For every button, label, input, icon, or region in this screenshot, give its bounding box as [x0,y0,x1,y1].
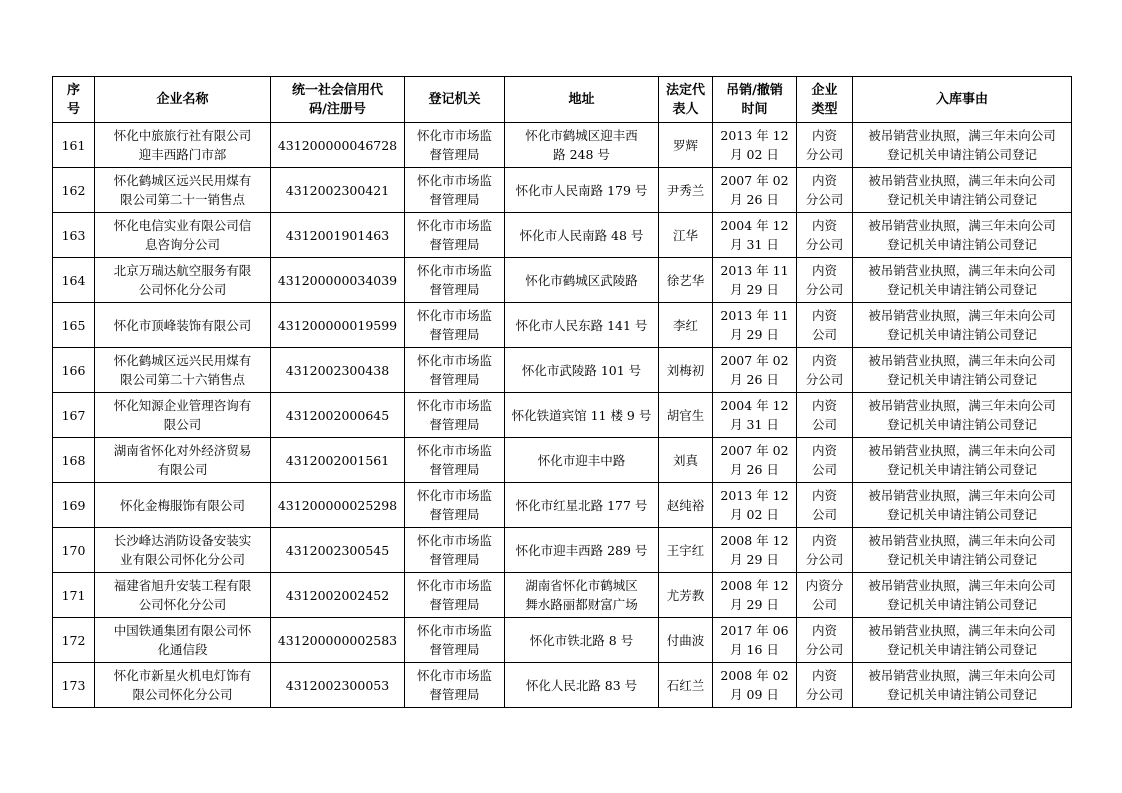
reason-cell [853,528,1072,573]
revoked-enterprise-table [52,76,1072,708]
company-name-cell [95,438,271,483]
credit-code-cell-text: 431200000019599 [277,317,398,333]
legal-representative-cell-text: 付曲波 [666,632,705,648]
revocation-date-cell-text: 2013 年 11 月 29 日 [720,263,789,297]
registration-authority-cell-text: 怀化市市场监 督管理局 [416,668,492,702]
company-type-cell-text: 内资 分公司 [805,128,844,162]
company-type-cell-text: 内资 分公司 [805,263,844,297]
table-row [53,213,1072,258]
address-cell [505,393,659,438]
header-reason: 入库事由 [853,77,1072,123]
company-type-cell [797,528,853,573]
company-name-cell-text: 怀化电信实业有限公司信 息咨询分公司 [113,218,252,252]
table-body [53,123,1072,708]
company-name-cell [95,393,271,438]
revocation-date-cell [713,663,797,708]
address-cell-text: 怀化市迎丰西路 289 号 [515,542,648,558]
address-cell-text: 怀化市人民南路 48 号 [519,227,644,243]
company-type-cell-text: 内资 分公司 [805,623,844,657]
revocation-date-cell-text: 2007 年 02 月 26 日 [720,443,789,477]
company-name-cell [95,168,271,213]
reason-cell [853,303,1072,348]
index-cell [53,213,95,258]
registration-authority-cell [405,438,505,483]
table-row [53,483,1072,528]
company-type-cell-text: 内资 公司 [811,443,837,477]
index-cell-text: 169 [61,497,86,513]
revocation-date-cell [713,258,797,303]
index-cell-text: 172 [61,632,86,648]
company-type-cell [797,573,853,618]
reason-cell-text: 被吊销营业执照，满三年未向公司 登记机关申请注销公司登记 [868,578,1056,612]
index-cell-text: 165 [61,317,86,333]
index-cell-text: 163 [61,227,86,243]
index-cell [53,483,95,528]
registration-authority-cell [405,663,505,708]
index-cell-text: 166 [61,362,86,378]
reason-cell [853,168,1072,213]
table-row [53,663,1072,708]
address-cell-text: 怀化市人民东路 141 号 [515,317,648,333]
address-cell-text: 怀化市鹤城区武陵路 [525,272,638,288]
legal-representative-cell-text: 胡官生 [666,407,705,423]
registration-authority-cell-text: 怀化市市场监 督管理局 [416,578,492,612]
address-cell [505,573,659,618]
index-cell [53,168,95,213]
registration-authority-cell [405,618,505,663]
address-cell-text: 湖南省怀化市鹤城区 舞水路丽都财富广场 [525,578,638,612]
address-cell [505,618,659,663]
company-name-cell-text: 怀化中旅旅行社有限公司 迎丰西路门市部 [113,128,252,162]
credit-code-cell [271,258,405,303]
reason-cell [853,123,1072,168]
address-cell [505,438,659,483]
credit-code-cell [271,213,405,258]
index-cell [53,438,95,483]
registration-authority-cell-text: 怀化市市场监 督管理局 [416,398,492,432]
legal-representative-cell-text: 石红兰 [666,677,705,693]
legal-representative-cell-text: 赵纯裕 [666,497,705,513]
credit-code-cell-text: 431200000034039 [277,272,398,288]
header-legal-representative: 法定代 表人 [659,77,713,123]
registration-authority-cell [405,213,505,258]
index-cell-text: 164 [61,272,86,288]
index-cell-text: 167 [61,407,86,423]
company-name-cell-text: 怀化知源企业管理咨询有 限公司 [113,398,252,432]
registration-authority-cell [405,348,505,393]
legal-representative-cell-text: 江华 [672,227,698,243]
credit-code-cell [271,663,405,708]
address-cell-text: 怀化市人民南路 179 号 [515,182,648,198]
revocation-date-cell-text: 2013 年 11 月 29 日 [720,308,789,342]
table-row [53,168,1072,213]
credit-code-cell [271,618,405,663]
credit-code-cell-text: 4312002000645 [285,407,390,423]
registration-authority-cell [405,483,505,528]
reason-cell [853,663,1072,708]
table-row [53,618,1072,663]
credit-code-cell-text: 4312001901463 [285,227,390,243]
legal-representative-cell [659,483,713,528]
index-cell-text: 171 [61,587,86,603]
reason-cell-text: 被吊销营业执照，满三年未向公司 登记机关申请注销公司登记 [868,173,1056,207]
registration-authority-cell [405,393,505,438]
legal-representative-cell [659,303,713,348]
revocation-date-cell [713,483,797,528]
company-name-cell-text: 怀化金梅服饰有限公司 [119,497,245,513]
revocation-date-cell [713,618,797,663]
registration-authority-cell-text: 怀化市市场监 督管理局 [416,443,492,477]
legal-representative-cell [659,213,713,258]
legal-representative-cell [659,168,713,213]
revocation-date-cell-text: 2008 年 12 月 29 日 [720,578,789,612]
credit-code-cell-text: 4312002300438 [285,362,390,378]
registration-authority-cell [405,573,505,618]
table-row [53,123,1072,168]
table-row [53,303,1072,348]
address-cell [505,258,659,303]
address-cell-text: 怀化市迎丰中路 [537,452,626,468]
reason-cell [853,258,1072,303]
credit-code-cell-text: 4312002300053 [285,677,390,693]
revocation-date-cell-text: 2007 年 02 月 26 日 [720,353,789,387]
company-name-cell-text: 怀化市顶峰装饰有限公司 [113,317,252,333]
reason-cell-text: 被吊销营业执照，满三年未向公司 登记机关申请注销公司登记 [868,668,1056,702]
reason-cell-text: 被吊销营业执照，满三年未向公司 登记机关申请注销公司登记 [868,398,1056,432]
company-name-cell-text: 长沙峰达消防设备安装实 业有限公司怀化分公司 [113,533,252,567]
header-index: 序 号 [53,77,95,123]
company-name-cell [95,123,271,168]
reason-cell [853,573,1072,618]
table-row [53,348,1072,393]
company-type-cell-text: 内资 分公司 [805,533,844,567]
header-company-name: 企业名称 [95,77,271,123]
company-name-cell [95,213,271,258]
registration-authority-cell-text: 怀化市市场监 督管理局 [416,308,492,342]
revocation-date-cell [713,438,797,483]
index-cell-text: 173 [61,677,86,693]
credit-code-cell [271,483,405,528]
credit-code-cell [271,123,405,168]
address-cell [505,168,659,213]
credit-code-cell-text: 4312002001561 [285,452,390,468]
company-name-cell-text: 怀化市新星火机电灯饰有 限公司怀化分公司 [113,668,252,702]
reason-cell [853,213,1072,258]
credit-code-cell-text: 431200000002583 [277,632,398,648]
credit-code-cell-text: 4312002300545 [285,542,390,558]
company-name-cell [95,258,271,303]
header-address: 地址 [505,77,659,123]
legal-representative-cell [659,528,713,573]
address-cell [505,213,659,258]
company-name-cell-text: 怀化鹤城区远兴民用煤有 限公司第二十一销售点 [113,173,252,207]
table-row [53,258,1072,303]
credit-code-cell [271,348,405,393]
company-name-cell-text: 北京万瑞达航空服务有限 公司怀化分公司 [113,263,252,297]
revocation-date-cell-text: 2008 年 02 月 09 日 [720,668,789,702]
table-row [53,573,1072,618]
revocation-date-cell-text: 2013 年 12 月 02 日 [720,128,789,162]
credit-code-cell [271,303,405,348]
company-name-cell-text: 湖南省怀化对外经济贸易 有限公司 [113,443,252,477]
index-cell [53,663,95,708]
revocation-date-cell-text: 2004 年 12 月 31 日 [720,218,789,252]
revocation-date-cell-text: 2008 年 12 月 29 日 [720,533,789,567]
header-registration-authority: 登记机关 [405,77,505,123]
credit-code-cell [271,168,405,213]
address-cell [505,348,659,393]
reason-cell-text: 被吊销营业执照，满三年未向公司 登记机关申请注销公司登记 [868,263,1056,297]
revocation-date-cell [713,393,797,438]
company-type-cell [797,303,853,348]
legal-representative-cell [659,393,713,438]
legal-representative-cell [659,123,713,168]
registration-authority-cell-text: 怀化市市场监 督管理局 [416,263,492,297]
credit-code-cell-text: 4312002002452 [285,587,390,603]
registration-authority-cell-text: 怀化市市场监 督管理局 [416,488,492,522]
revocation-date-cell-text: 2017 年 06 月 16 日 [720,623,789,657]
company-type-cell [797,168,853,213]
address-cell [505,123,659,168]
reason-cell [853,393,1072,438]
index-cell-text: 170 [61,542,86,558]
registration-authority-cell [405,303,505,348]
reason-cell-text: 被吊销营业执照，满三年未向公司 登记机关申请注销公司登记 [868,218,1056,252]
registration-authority-cell-text: 怀化市市场监 督管理局 [416,533,492,567]
company-type-cell [797,258,853,303]
index-cell [53,528,95,573]
reason-cell-text: 被吊销营业执照，满三年未向公司 登记机关申请注销公司登记 [868,353,1056,387]
index-cell [53,258,95,303]
index-cell-text: 162 [61,182,86,198]
index-cell-text: 161 [61,137,86,153]
index-cell-text: 168 [61,452,86,468]
legal-representative-cell [659,573,713,618]
credit-code-cell-text: 4312002300421 [285,182,390,198]
revocation-date-cell [713,573,797,618]
address-cell-text: 怀化市铁北路 8 号 [529,632,634,648]
index-cell [53,348,95,393]
address-cell-text: 怀化市武陵路 101 号 [521,362,642,378]
reason-cell-text: 被吊销营业执照，满三年未向公司 登记机关申请注销公司登记 [868,533,1056,567]
reason-cell-text: 被吊销营业执照，满三年未向公司 登记机关申请注销公司登记 [868,308,1056,342]
revocation-date-cell [713,168,797,213]
revocation-date-cell [713,123,797,168]
revocation-date-cell-text: 2013 年 12 月 02 日 [720,488,789,522]
registration-authority-cell [405,528,505,573]
address-cell-text: 怀化铁道宾馆 11 楼 9 号 [511,407,652,423]
legal-representative-cell-text: 徐艺华 [666,272,705,288]
reason-cell-text: 被吊销营业执照，满三年未向公司 登记机关申请注销公司登记 [868,623,1056,657]
company-type-cell-text: 内资 公司 [811,308,837,342]
table-row [53,528,1072,573]
credit-code-cell [271,573,405,618]
legal-representative-cell-text: 刘真 [672,452,698,468]
credit-code-cell [271,438,405,483]
credit-code-cell-text: 431200000046728 [277,137,398,153]
legal-representative-cell [659,618,713,663]
address-cell-text: 怀化市鹤城区迎丰西 路 248 号 [525,128,638,162]
reason-cell-text: 被吊销营业执照，满三年未向公司 登记机关申请注销公司登记 [868,443,1056,477]
company-type-cell [797,123,853,168]
reason-cell-text: 被吊销营业执照，满三年未向公司 登记机关申请注销公司登记 [868,488,1056,522]
revocation-date-cell [713,348,797,393]
company-name-cell [95,483,271,528]
reason-cell [853,438,1072,483]
company-name-cell [95,663,271,708]
legal-representative-cell [659,348,713,393]
reason-cell [853,483,1072,528]
reason-cell [853,618,1072,663]
index-cell [53,123,95,168]
company-name-cell [95,618,271,663]
registration-authority-cell [405,258,505,303]
company-type-cell-text: 内资 分公司 [805,353,844,387]
company-name-cell-text: 中国铁通集团有限公司怀 化通信段 [113,623,252,657]
company-name-cell [95,348,271,393]
table-row [53,438,1072,483]
registration-authority-cell-text: 怀化市市场监 督管理局 [416,353,492,387]
registration-authority-cell-text: 怀化市市场监 督管理局 [416,218,492,252]
company-type-cell [797,348,853,393]
company-type-cell-text: 内资分 公司 [805,578,844,612]
legal-representative-cell-text: 尤芳教 [666,587,705,603]
company-type-cell [797,393,853,438]
index-cell [53,573,95,618]
company-type-cell-text: 内资 分公司 [805,668,844,702]
legal-representative-cell-text: 刘梅初 [666,362,705,378]
company-type-cell [797,618,853,663]
address-cell [505,303,659,348]
address-cell [505,663,659,708]
company-type-cell [797,663,853,708]
company-name-cell-text: 福建省旭升安装工程有限 公司怀化分公司 [113,578,252,612]
company-type-cell-text: 内资 分公司 [805,173,844,207]
legal-representative-cell [659,663,713,708]
registration-authority-cell [405,123,505,168]
company-type-cell-text: 内资 公司 [811,488,837,522]
company-type-cell-text: 内资 分公司 [805,218,844,252]
registration-authority-cell-text: 怀化市市场监 督管理局 [416,128,492,162]
address-cell [505,483,659,528]
reason-cell-text: 被吊销营业执照，满三年未向公司 登记机关申请注销公司登记 [868,128,1056,162]
header-company-type: 企业 类型 [797,77,853,123]
company-type-cell [797,213,853,258]
legal-representative-cell-text: 李红 [672,317,698,333]
address-cell-text: 怀化市红星北路 177 号 [515,497,648,513]
company-name-cell [95,303,271,348]
credit-code-cell [271,393,405,438]
legal-representative-cell [659,258,713,303]
legal-representative-cell-text: 罗辉 [672,137,698,153]
company-type-cell [797,483,853,528]
revocation-date-cell [713,303,797,348]
registration-authority-cell-text: 怀化市市场监 督管理局 [416,623,492,657]
index-cell [53,303,95,348]
address-cell-text: 怀化人民北路 83 号 [525,677,638,693]
credit-code-cell [271,528,405,573]
legal-representative-cell-text: 王宇红 [666,542,705,558]
credit-code-cell-text: 431200000025298 [277,497,398,513]
header-revocation-date: 吊销/撤销 时间 [713,77,797,123]
registration-authority-cell [405,168,505,213]
company-name-cell [95,528,271,573]
index-cell [53,393,95,438]
company-name-cell-text: 怀化鹤城区远兴民用煤有 限公司第二十六销售点 [113,353,252,387]
registration-authority-cell-text: 怀化市市场监 督管理局 [416,173,492,207]
company-type-cell [797,438,853,483]
index-cell [53,618,95,663]
company-type-cell-text: 内资 公司 [811,398,837,432]
revocation-date-cell-text: 2004 年 12 月 31 日 [720,398,789,432]
legal-representative-cell-text: 尹秀兰 [666,182,705,198]
company-name-cell [95,573,271,618]
revocation-date-cell [713,213,797,258]
header-credit-code: 统一社会信用代 码/注册号 [271,77,405,123]
revocation-date-cell-text: 2007 年 02 月 26 日 [720,173,789,207]
table-row [53,393,1072,438]
table-header-row [53,77,1072,123]
revocation-date-cell [713,528,797,573]
legal-representative-cell [659,438,713,483]
reason-cell [853,348,1072,393]
address-cell [505,528,659,573]
